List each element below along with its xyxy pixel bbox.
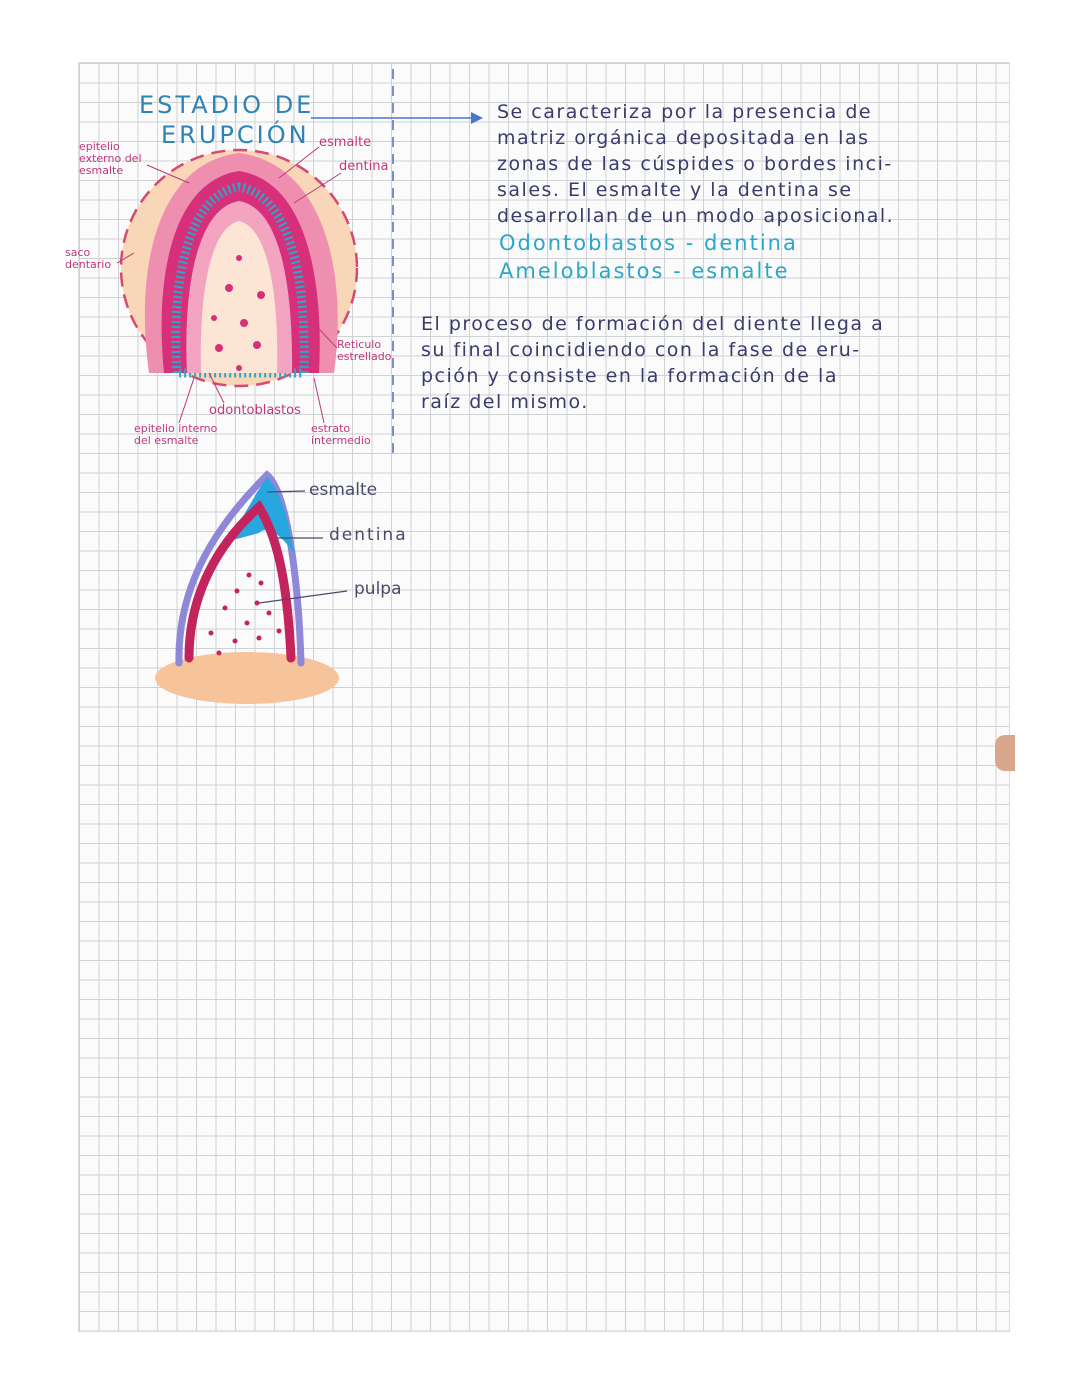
note-ameloblastos: Ameloblastos - esmalte [499, 259, 790, 283]
label-saco-dentario: saco dentario [65, 246, 112, 271]
note-line: matriz orgánica depositada en las [497, 127, 870, 149]
label-dentina-1: dentina [339, 159, 389, 174]
note-odontoblastos: Odontoblastos - dentina [499, 231, 798, 255]
note-line: El proceso de formación del diente llega a [421, 313, 885, 335]
label-dentina-2: dentina [329, 525, 408, 545]
notes-paragraph-2 [421, 311, 884, 415]
diagram-title-line1: ESTADIO DE [139, 91, 315, 119]
note-line: desarrollan de un modo aposicional. [497, 205, 895, 227]
note-line: su final coincidiendo con la fase de eru- [421, 339, 861, 361]
diagram-title-line2: ERUPCIÓN [161, 121, 310, 149]
thumb-edge [995, 735, 1015, 771]
label-esmalte-2: esmalte [309, 480, 378, 500]
gum-base [155, 652, 339, 704]
tooth-leader-lines [259, 483, 359, 613]
label-pulpa: pulpa [354, 579, 402, 599]
note-line: sales. El esmalte y la dentina se [497, 179, 853, 201]
grid-paper-sheet [65, 62, 1010, 1332]
label-epitelio-interno: epitelio interno del esmalte [134, 422, 218, 447]
note-line: Se caracteriza por la presencia de [497, 101, 873, 123]
note-line: pción y consiste en la formación de la [421, 365, 838, 387]
label-estrato-intermedio: estrato intermedio [311, 422, 371, 447]
label-esmalte-1: esmalte [319, 135, 372, 150]
notes-paragraph-1 [497, 99, 894, 229]
label-reticulo: Reticulo estrellado [337, 338, 392, 363]
arrow-to-notes [393, 108, 483, 130]
note-line: raíz del mismo. [421, 391, 589, 413]
label-odontoblastos: odontoblastos [209, 403, 301, 418]
note-line: zonas de las cúspides o bordes inci- [497, 153, 893, 175]
label-epitelio-externo: epitelio externo del esmalte [79, 140, 142, 177]
